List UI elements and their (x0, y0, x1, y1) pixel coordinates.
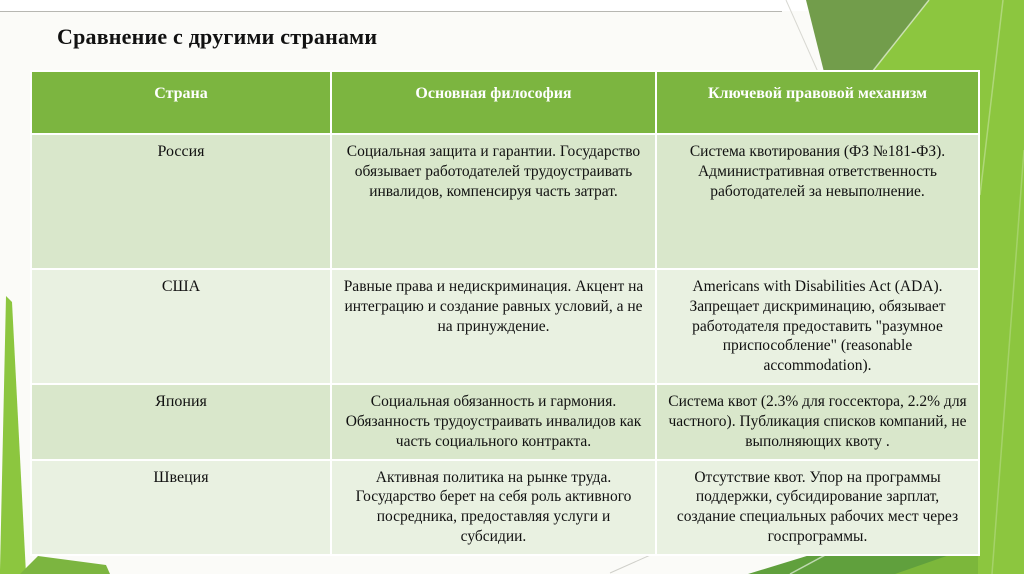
slide-title: Сравнение с другими странами (57, 24, 378, 49)
decor-top-strip (0, 0, 810, 11)
country-cell: Япония (31, 384, 331, 459)
philosophy-cell: Равные права и недискриминация. Акцент на интеграцию и создание равных условий, а не на принуждение. (331, 269, 656, 384)
column-header-country: Страна (31, 71, 331, 134)
mechanism-cell: Отсутствие квот. Упор на программы поддержки, субсидирование зарплат, создание специальных рабочих мест через госпрограммы. (656, 460, 979, 555)
comparison-table (30, 70, 980, 556)
mechanism-cell: Americans with Disabilities Act (ADA). Запрещает дискриминацию, обязывает работодателя предоставить "разумное приспособление" (reasonable accommodation). (656, 269, 979, 384)
country-cell: Швеция (31, 460, 331, 555)
table-header-row (31, 71, 979, 134)
decor-right-band (978, 0, 1024, 574)
column-header-mechanism: Ключевой правовой механизм (656, 71, 979, 134)
philosophy-cell: Социальная защита и гарантии. Государство обязывает работодателей трудоустраивать инвалидов, компенсируя часть затрат. (331, 134, 656, 269)
philosophy-cell: Активная политика на рынке труда. Государство берет на себя роль активного посредника, предоставляя услуги и субсидии. (331, 460, 656, 555)
philosophy-cell: Социальная обязанность и гармония. Обязанность трудоустраивать инвалидов как часть социального контракта. (331, 384, 656, 459)
column-header-philosophy: Основная философия (331, 71, 656, 134)
table-row-sweden (31, 460, 979, 555)
table-row-russia (31, 134, 979, 269)
table-row-usa (31, 269, 979, 384)
mechanism-cell: Система квот (2.3% для госсектора, 2.2% для частного). Публикация списков компаний, не выполняющих квоту . (656, 384, 979, 459)
table-row-japan (31, 384, 979, 459)
mechanism-cell: Система квотирования (ФЗ №181-ФЗ). Административная ответственность работодателей за невыполнение. (656, 134, 979, 269)
country-cell: Россия (31, 134, 331, 269)
country-cell: США (31, 269, 331, 384)
